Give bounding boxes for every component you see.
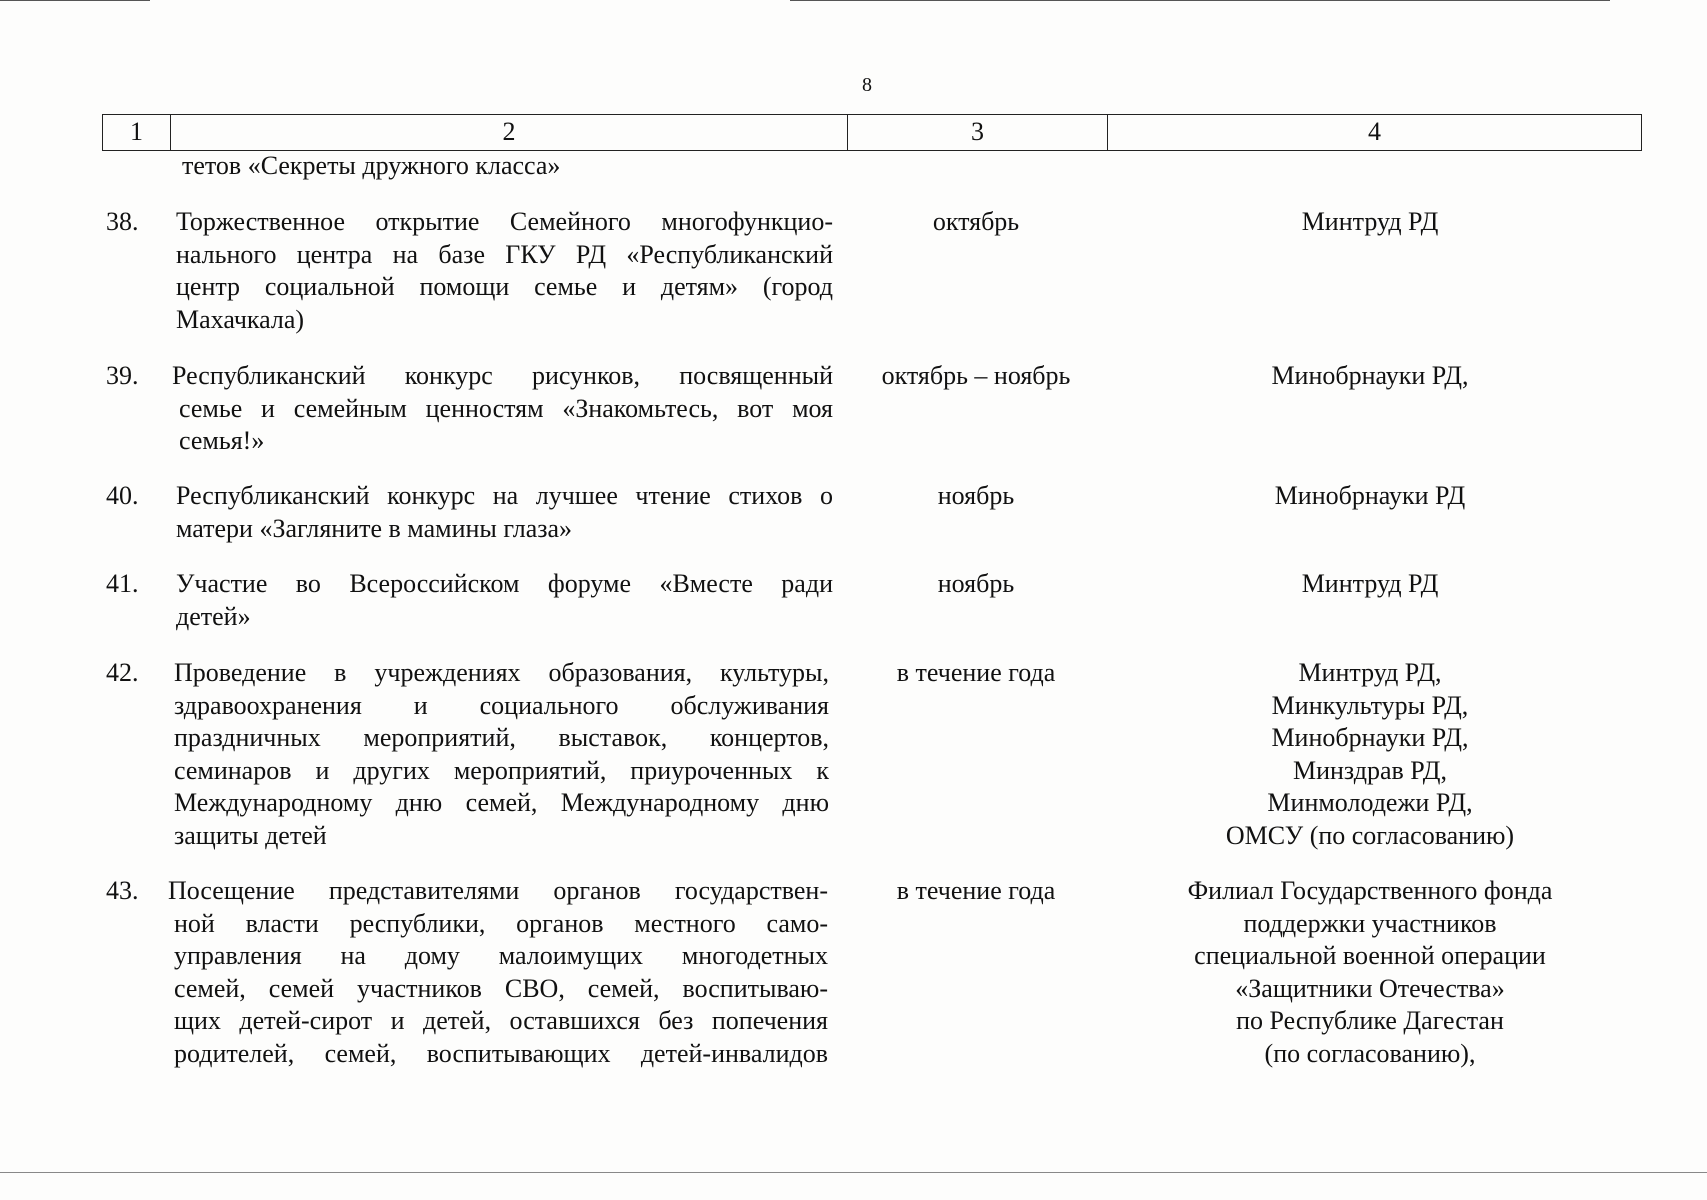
description-line: центр социальной помощи семье и детям» (город (176, 272, 833, 301)
description-line: защиты детей (174, 820, 327, 850)
description-line: семей, семей участников СВО, семей, воспитываю- (174, 973, 828, 1003)
row-responsible (1110, 206, 1630, 239)
row-number: 41. (106, 569, 139, 598)
row-number: 38. (106, 207, 139, 236)
row-responsible (1110, 480, 1630, 513)
responsible-line: (по согласованию), (1264, 1038, 1476, 1068)
responsible-line: Минкультуры РД, (1271, 690, 1469, 720)
description-line: Республиканский конкурс на лучшее чтение стихов о (176, 481, 833, 510)
scan-edge-bottom (0, 1172, 1707, 1173)
row-number: 40. (106, 481, 139, 510)
scan-edge-top-right (790, 0, 1610, 1)
responsible-line: ОМСУ (по согласованию) (1225, 820, 1515, 850)
description-line: Проведение в учреждениях образования, культуры, (174, 658, 829, 687)
description-line: управления на дому малоимущих многодетных (174, 941, 828, 970)
header-col-2: 2 (171, 115, 848, 150)
row-number: 39. (106, 361, 139, 390)
responsible-line: по Республике Дагестан (1236, 1006, 1504, 1035)
row-description (176, 568, 833, 633)
row-term: октябрь (932, 207, 1020, 236)
description-line: щих детей-сирот и детей, оставшихся без попечения (174, 1006, 828, 1035)
description-line: нального центра на базе ГКУ РД «Республиканский (176, 239, 833, 269)
row-description (172, 360, 833, 458)
responsible-line: Филиал Государственного фонда (1187, 876, 1553, 905)
header-col-4: 4 (1368, 117, 1381, 146)
row-number: 42. (106, 658, 139, 687)
row-description (174, 657, 829, 852)
description-line: семинаров и других мероприятий, приуроченных к (174, 755, 829, 785)
description-line: здравоохранения и социального обслуживания (174, 690, 829, 720)
responsible-line: Минобрнауки РД (1274, 481, 1466, 510)
description-line: Международному дню семей, Международному дню (174, 788, 829, 817)
table-header (102, 114, 1642, 151)
responsible-line: Минтруд РД, (1298, 658, 1442, 687)
description-line: праздничных мероприятий, выставок, концертов, (174, 723, 829, 752)
row-number: 43. (106, 876, 139, 905)
header-col-3: 3 (848, 115, 1108, 150)
responsible-line: «Защитники Отечества» (1235, 973, 1505, 1003)
description-line: семья!» (179, 426, 265, 455)
description-line: матери «Загляните в мамины глаза» (176, 513, 573, 543)
row-description (168, 875, 828, 1070)
responsible-line: Минтруд РД (1301, 207, 1439, 236)
row-responsible (1110, 360, 1630, 393)
row-term: ноябрь (937, 481, 1015, 510)
responsible-line: Минобрнауки РД, (1271, 723, 1469, 752)
description-line: Махачкала) (176, 304, 305, 334)
responsible-line: Минобрнауки РД, (1271, 361, 1469, 390)
row-term: в течение года (896, 876, 1056, 905)
row-description (176, 480, 833, 545)
description-line: Посещение представителями органов государствен- (168, 876, 828, 905)
responsible-line: Минздрав РД, (1292, 755, 1448, 785)
row-description (176, 206, 833, 336)
responsible-line: Минтруд РД (1301, 569, 1439, 598)
description-line: родителей, семей, воспитывающих детей-инвалидов (174, 1038, 828, 1068)
row-responsible (1110, 875, 1630, 1070)
description-line: Торжественное открытие Семейного многофункцио- (176, 207, 833, 236)
row-term: октябрь – ноябрь (881, 361, 1071, 390)
row-term: в течение года (896, 658, 1056, 687)
responsible-line: специальной военной операции (1194, 941, 1546, 970)
row-responsible (1110, 657, 1630, 852)
description-line: детей» (176, 601, 251, 631)
description-line: Республиканский конкурс рисунков, посвященный (172, 361, 833, 390)
responsible-line: поддержки участников (1243, 908, 1497, 938)
description-line: семье и семейным ценностям «Знакомьтесь, вот моя (179, 393, 833, 423)
description-line: ной власти республики, органов местного само- (174, 908, 828, 938)
row-term: ноябрь (937, 569, 1015, 598)
continuation-text: тетов «Секреты дружного класса» (182, 151, 561, 180)
header-col-1: 1 (103, 115, 171, 150)
responsible-line: Минмолодежи РД, (1267, 788, 1473, 817)
description-line: Участие во Всероссийском форуме «Вместе ради (176, 569, 833, 598)
page-number: 8 (862, 74, 872, 96)
row-responsible (1110, 568, 1630, 601)
scan-edge-top-left (0, 0, 150, 1)
